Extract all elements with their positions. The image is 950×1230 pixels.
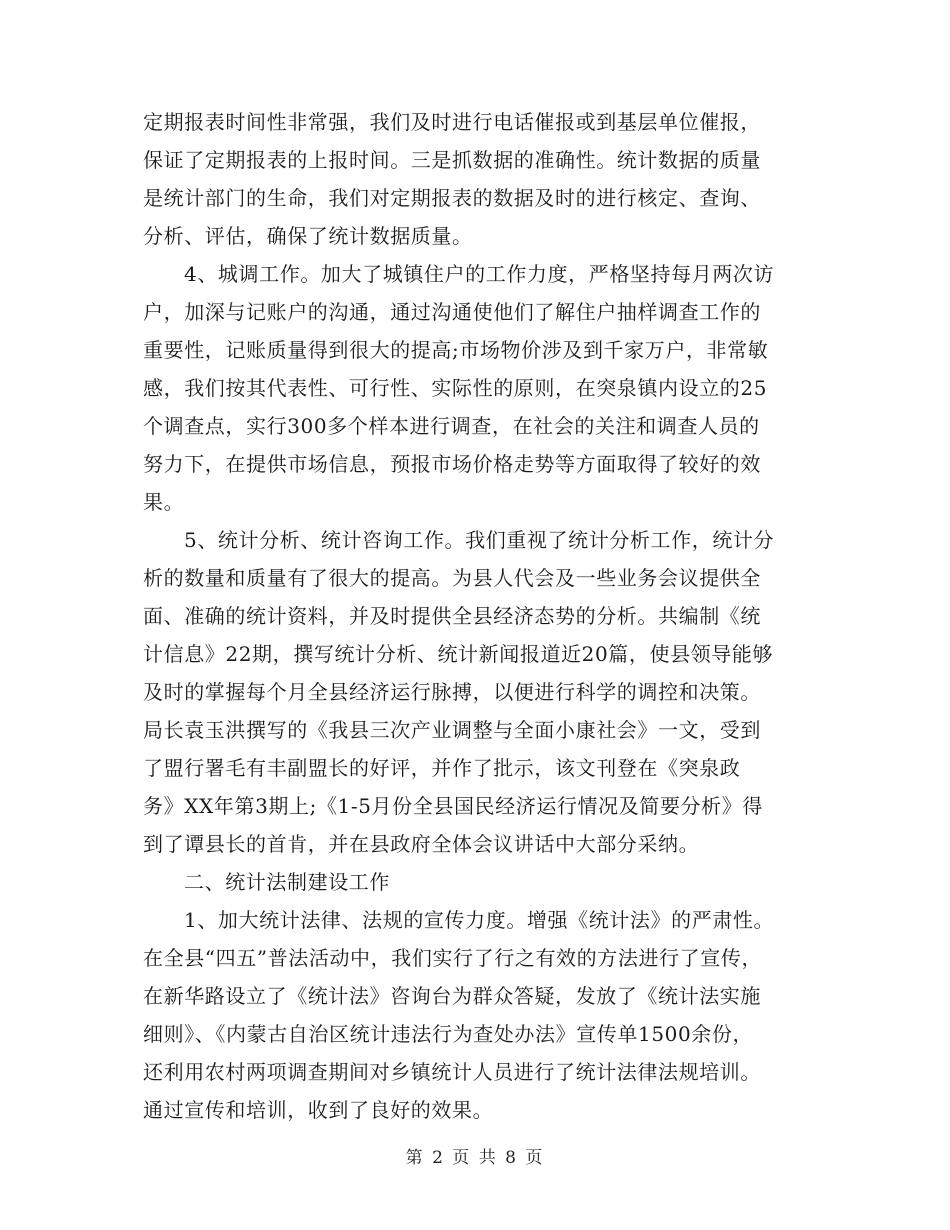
text-line: 努力下，在提供市场信息，预报市场价格走势等方面取得了较好的效	[143, 452, 761, 476]
text-line: 在新华路设立了《统计法》咨询台为群众答疑，发放了《统计法实施	[143, 984, 761, 1008]
text-line: 析的数量和质量有了很大的提高。为县人代会及一些业务会议提供全	[143, 566, 761, 590]
page-number-footer: 第 2 页 共 8 页	[405, 1148, 545, 1168]
text-line: 保证了定期报表的上报时间。三是抓数据的准确性。统计数据的质量	[143, 148, 761, 172]
text-line: 个调查点，实行300多个样本进行调查，在社会的关注和调查人员的	[143, 414, 760, 438]
text-line: 通过宣传和培训，收到了良好的效果。	[143, 1098, 494, 1122]
text-line: 定期报表时间性非常强，我们及时进行电话催报或到基层单位催报，	[143, 110, 761, 134]
text-line: 是统计部门的生命，我们对定期报表的数据及时的进行核定、查询、	[143, 186, 761, 210]
text-line: 局长袁玉洪撰写的《我县三次产业调整与全面小康社会》一文，受到	[143, 718, 761, 742]
text-line: 到了谭县长的首肯，并在县政府全体会议讲话中大部分采纳。	[143, 832, 700, 856]
text-line: 分析、评估，确保了统计数据质量。	[143, 224, 473, 248]
text-line: 感，我们按其代表性、可行性、实际性的原则，在突泉镇内设立的25	[143, 376, 768, 400]
paragraph-start-line: 1、加大统计法律、法规的宣传力度。增强《统计法》的严肃性。	[184, 908, 775, 932]
text-line: 细则》、《内蒙古自治区统计违法行为查处办法》宣传单1500余份，	[143, 1022, 754, 1046]
paragraph-start-line: 5、统计分析、统计咨询工作。我们重视了统计分析工作，统计分	[184, 528, 775, 552]
document-body	[143, 103, 809, 1129]
text-line: 户，加深与记账户的沟通，通过沟通使他们了解住户抽样调查工作的	[143, 300, 761, 324]
text-line: 还利用农村两项调查期间对乡镇统计人员进行了统计法律法规培训。	[143, 1060, 761, 1084]
text-line: 重要性，记账质量得到很大的提高;市场物价涉及到千家万户，非常敏	[143, 338, 769, 362]
text-line: 及时的掌握每个月全县经济运行脉搏，以便进行科学的调控和决策。	[143, 680, 761, 704]
text-line: 面、准确的统计资料，并及时提供全县经济态势的分析。共编制《统	[143, 604, 761, 628]
section-heading: 二、统计法制建设工作	[184, 870, 390, 894]
text-line: 了盟行署毛有丰副盟长的好评，并作了批示，该文刊登在《突泉政	[143, 756, 741, 780]
text-line: 务》XX年第3期上;《1-5月份全县国民经济运行情况及简要分析》得	[143, 794, 763, 818]
text-line: 计信息》22期，撰写统计分析、统计新闻报道近20篇，使县领导能够	[143, 642, 774, 666]
text-line: 果。	[143, 490, 185, 514]
paragraph-start-line: 4、城调工作。加大了城镇住户的工作力度，严格坚持每月两次访	[184, 262, 775, 286]
text-line: 在全县“四五”普法活动中，我们实行了行之有效的方法进行了宣传，	[143, 946, 763, 970]
